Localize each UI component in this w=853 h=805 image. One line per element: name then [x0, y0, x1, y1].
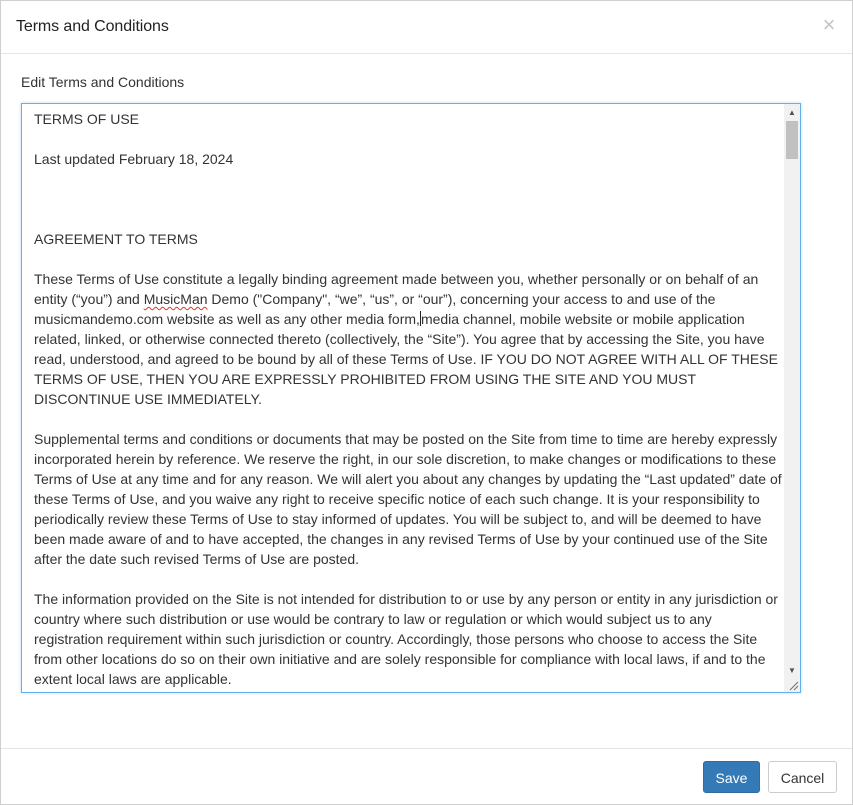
dialog-footer	[1, 748, 852, 805]
vertical-scrollbar[interactable]	[784, 104, 800, 692]
scroll-thumb[interactable]	[786, 121, 798, 159]
misspelled-word: MusicMan	[143, 291, 208, 307]
p1-text-end: media channel, mobile website or mobile application related, linked, or otherwise connected thereto (collectively, the “Site”). You agree that by accessing the Site, you have read, understood, and agreed to be bound by all of these Terms of Use. IF YOU DO NOT AGREE WITH ALL OF THESE TERMS OF USE, THEN YOU ARE EXPRESSLY PROHIBITED FROM USING THE SITE AND YOU MUST DISCONTINUE USE IMMEDIATELY.	[34, 311, 778, 407]
terms-paragraph-3: The information provided on the Site is not intended for distribution to or use by any person or entity in any jurisdiction or country where such distribution or use would be contrary to law or regulation or which would subject us to any registration requirement within such jurisdiction or country. Accordingly, those persons who choose to access the Site from other locations do so on their own initiative and are solely responsible for compliance with local laws, if and to the extent local laws are applicable.	[34, 591, 778, 687]
dialog-header	[1, 1, 852, 54]
p1-text-start: These Terms of Use constitute a legally binding agreement made between you, whether personally or on behalf of an entity (“you”) and	[34, 271, 759, 307]
close-icon[interactable]: ×	[822, 12, 836, 37]
cancel-button[interactable]: Cancel	[768, 761, 837, 793]
dialog-title: Terms and Conditions	[16, 18, 169, 35]
p1-text-middle: Demo ("Company", “we”, “us”, or “our”), concerning your access to and use of the musicmandemo.com website as well as any other media form,	[34, 291, 716, 327]
agreement-heading: AGREEMENT TO TERMS	[34, 231, 198, 247]
resize-grip-icon[interactable]	[787, 679, 799, 691]
scroll-down-arrow-icon[interactable]: ▼	[788, 666, 796, 675]
terms-paragraph-1	[34, 269, 782, 409]
save-button[interactable]: Save	[703, 761, 760, 793]
terms-field-label: Edit Terms and Conditions	[21, 74, 185, 90]
scroll-up-arrow-icon[interactable]: ▲	[788, 108, 796, 117]
terms-title-line: TERMS OF USE	[34, 111, 140, 127]
terms-text-content[interactable]	[34, 109, 782, 693]
terms-textarea[interactable]	[21, 103, 801, 693]
terms-paragraph-2: Supplemental terms and conditions or documents that may be posted on the Site from time to time are hereby expressly incorporated herein by reference. We reserve the right, in our sole discretion, to make changes or modifications to these Terms of Use at any time and for any reason. We will alert you about any changes by updating the “Last updated” date of these Terms of Use, and you waive any right to receive specific notice of each such change. It is your responsibility to periodically review these Terms of Use to stay informed of updates. You will be subject to, and will be deemed to have been made aware of and to have accepted, the changes in any revised Terms of Use by your continued use of the Site after the date such revised Terms of Use are posted.	[34, 431, 782, 567]
last-updated-line: Last updated February 18, 2024	[34, 151, 234, 167]
